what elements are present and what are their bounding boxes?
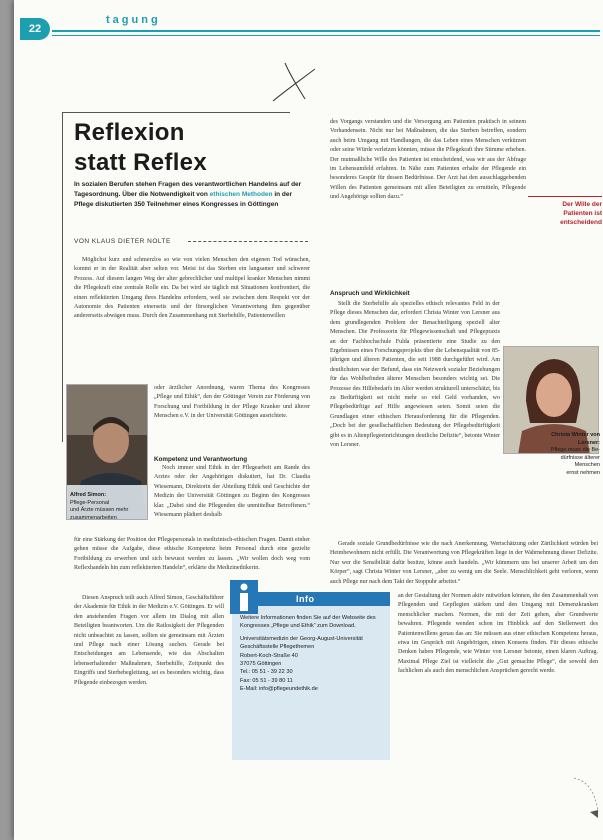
caption-christa-winter [540, 432, 600, 477]
frame-line-left [62, 112, 63, 442]
byline: VON KLAUS DIETER NOLTE [74, 238, 171, 245]
caption-name: Christa Winter von [551, 432, 600, 438]
info-icon [230, 580, 258, 614]
headline-line-1: Reflexion [74, 119, 185, 146]
caption-line: ernst nehmen [566, 469, 600, 476]
column-3-right: an der Gestaltung der Normen aktiv mitwirken können, die den Zusammenhalt von Pflegenden und Gepflegten stärken und den Umgang mit Demenzkranken menschlicher machen. Normen, die mit der Zeit gehen, aber Grundwerte bewahren. Pflegende wenden schon im Hinblick auf den Stellenwert des Patientenwillens genau das an: Sie müssen aus einer ethischen Kompetenz heraus, etwa im Gespräch mit Angehörigen, einen Konsens finden. Für dieses ethische Denken haben Pflegende, wie Winter von Lersner betonte, einen klaren Auftrag. Maximal Pflege Ziel ist vielleicht die „Gut gemachte Pflege“, die sowohl den fachlichen als auch den menschlichen Ansprüchen gerecht werde. [398, 593, 598, 675]
column-2-mid: Stellt die Sterbehilfe als spezielles ethisch relevantes Feld in der Pflege dieses Menschen dar, erfordert Christa Winter von Lersner aus dem grundlegenden Problem der Benachteiligung speziell alter Menschen. Die Professorin für Pflegewissenschaft und Pflegepraxis an der Fachhochschule Fulda präsentierte eine Studie zu den Ergebnissen eines Forschungsprojekts über die Lebensqualität von 85-jährigen und älteren Patienten, die seit 1988 durchgeführt wird. Am deutlichsten war der Befund, dass ein Netzwerk sozialer Beziehungen für das Wohlbefinden älterer Menschen besonders wichtig sei. Die Prozesse des Hilfebedarfs im Alter werden strukturell unterschätzt, bis zu Bedürftigkeit sei nicht mehr so viel Geld vorhanden, wo Pflegebedürftige auf Hilfe angewiesen seien. Somit seien die Grundlagen einer ethischen Herausforderung für die Pflegenden. „Doch bei der gesellschaftlichen Bedeutung der Pflegebedürftigkeit gibt es in Altenpflegeeinrichtungen deutliche Defizite“, betonte Winter von Lersner. [330, 301, 500, 449]
pull-quote-line: Patienten ist [563, 210, 602, 217]
caption-line: Pflege-Personal [70, 499, 110, 506]
deck-text-1: In sozialen Berufen stehen Fragen des verantwortlichen Handelns auf der Tagesordnung. Über die Notwendigkeit von [74, 181, 302, 198]
info-fax: Fax: 05 51 - 39 80 11 [240, 677, 293, 684]
info-phone: Tel.: 05 51 - 39 22 30 [240, 669, 293, 676]
section-tag: tagung [106, 14, 161, 26]
header-rule [52, 30, 600, 32]
caption-name: Alfred Simon: [70, 492, 107, 498]
article-deck [74, 180, 310, 210]
header-rule-thin [52, 35, 600, 36]
column-1-intro: Möglichst kurz und schmerzlos so wie von vielen Menschen den eigenen Tod wünschen, kommt er in der Realität aber selten vor. Meist ist das Sterben ein langsamer und schwerer Prozess. Auf diesem langen Weg der alter gebrechlicher und multipel kranker Menschen nimmt die Pflegekraft eine zentrale Rolle ein. Da bei wird sie täglich mit Situationen konfrontiert, die einen reflektierten Umgang ihres Handelns erfordern, weil sie zwischen dem Respekt vor der Autonomie des Patienten einerseits und der fürsorglichen Verantwortung ihm gegenüber andererseits abwägen muss. Durch den Zusammenhang mit Sterbehilfe, Patientenwillen [74, 257, 310, 320]
subhead-kompetenz: Kompetenz und Verantwortung [154, 456, 248, 463]
caption-line: dürfnisse älterer Menschen [560, 454, 600, 468]
caption-line: zusammenarbeiten [70, 514, 117, 521]
caption-name: Lersner: [577, 439, 600, 446]
column-1-sub1: Noch immer sind Ethik in der Pflegearbeit am Rande des Arztes oder der Angehörigen diskutiert, hat Dr. Claudia Wiesemann, Direktorin der Abteilung Ethik und Geschichte der Medizin der Universität Göttingen zu Beginn des Kongresses klar. „Dabei sind die Pflegenden die unmittelbar Betroffenen.“ Wiesemann plädiert deshalb [154, 465, 310, 519]
pull-quote [540, 200, 602, 227]
info-address-line: 37075 Göttingen [240, 661, 282, 668]
headline-line-2: statt Reflex [74, 149, 207, 176]
info-address-line: Universitätsmedizin der Georg-August-Universität [240, 635, 363, 642]
info-address-line: Robert-Koch-Straße 40 [240, 652, 298, 659]
column-2-bottom: Gerade soziale Grundbedürfnisse wie die nach Anerkennung, Wertschätzung oder Zärtlichkeit würden bei Heimbewohnern nicht erfüllt. Die Verantwortung von Pflegekräften liege in der Wahrnehmung dieser Defizite. Nur wer die Sensibilität dafür besitze, könne auch handeln. „Wir kümmern uns bei unserer Arbeit um den Körper“, sagt Christa Winter von Lersner, „aber zu wenig um die Seele. Menschlichkeit geht verloren, wenn auch Pflege nur nach dem Takt der Stoppuhr arbeitet.“ [330, 541, 598, 585]
column-2-section [330, 286, 526, 299]
caption-line: und Ärzte müssen mehr [70, 507, 129, 513]
frame-line-top [62, 112, 290, 113]
pen-scribble-mark [265, 55, 325, 115]
column-1-side: oder ärztlicher Anordnung, waren Thema des Kongresses „Pflege und Ethik“, den der Göttinger Verein zur Förderung von Forschung und Fortbildung in der Pflege Kranker und älterer Menschen e.V. in der Universität Göttingen ausrichtete. [154, 385, 310, 420]
pull-quote-line: Der Wille der [562, 201, 602, 208]
info-address-line: Geschäftsstelle Pflegethemen [240, 644, 315, 651]
page-edge [0, 0, 14, 840]
deck-text-2: in der Pflege diskutierten 350 Teilnehmer eines Kongresses in Göttingen [74, 191, 293, 208]
page-number: 22 [20, 18, 50, 40]
info-email[interactable]: E-Mail: info@pflegeundethik.de [240, 686, 318, 693]
article-headline [74, 118, 304, 178]
caption-alfred-simon [70, 492, 150, 522]
corner-stamp-mark [568, 772, 602, 822]
column-1-bottom: für eine Stärkung der Position der Pflegepersonals in medizinisch-ethischen Fragen. Damit einher gehen müsse die Aufgabe, diese ethische Kompetenz beim Personal durch eine gezielte Fortbildung zu erwerben und sich bewusst werden zu lassen. „Wir wollen doch weg vom Reflexhandeln hin zum reflektierten Handeln“, erklärte die Medizinethikerin. [74, 537, 310, 572]
pull-quote-line: entscheidend [560, 219, 602, 226]
subhead-anspruch: Anspruch und Wirklichkeit [330, 290, 410, 297]
pull-quote-rule [528, 196, 602, 197]
deck-accent: ethischen Methoden [209, 191, 273, 198]
info-paragraph: Weitere Informationen finden Sie auf der Webseite des Kongresses „Pflege und Ethik“ zum Download. [240, 615, 376, 630]
column-2-top: des Vorgangs verstanden und die Versorgung am Patienten praktisch in seinem Vorhandensein. Nicht nur bei Maßnahmen, die das Sterben betreffen, sondern auch beim Umgang mit Handlungen, die das Leben eines Menschen verkürzen oder seine Würde verletzen könnten, müsse die Pflegekraft ihre Stimme erheben. Der mutmaßliche Wille des Patienten ist entscheidend, was wir aus der Abfrage im Lebensumfeld erfahren. In Nähe zum Patienten erhalte der Pflegende ein besonderes Gespür für dessen Bedürfnisse. Der Arzt hat den ausschlaggebenden Willen des Patienten gemeinsam mit allen Beteiligten zu ermitteln, Pflegende und Angehörige sollten dazu.“ [330, 119, 526, 201]
caption-line: Pflege muss die Be- [550, 447, 600, 453]
byline-rule [188, 241, 308, 242]
info-box-label: Info [296, 594, 315, 604]
info-box-body [240, 614, 386, 694]
column-1-bottom-2: Diesen Anspruch teilt auch Alfred Simon, Geschäftsführer der Akademie für Ethik in der Medizin e.V. Göttingen. Er will den anstehenden Fragen vor allem im Dialog mit allen Beteiligten beantworten. Um die Ratlosigkeit der Pflegenden nicht unbeachtet zu lassen, sollten sie gemeinsam mit Ärzten und Pflege nach einer Lösung suchen. Gerade bei Entscheidungen am Lebensende, wie das Abschalten lebenserhaltender Maßnahmen, Sterbehilfe, Zeitpunkt des Eingriffs und Sterbebegleitung, sei es besonders wichtig, dass Pflegende einbezogen werden. [74, 595, 224, 686]
